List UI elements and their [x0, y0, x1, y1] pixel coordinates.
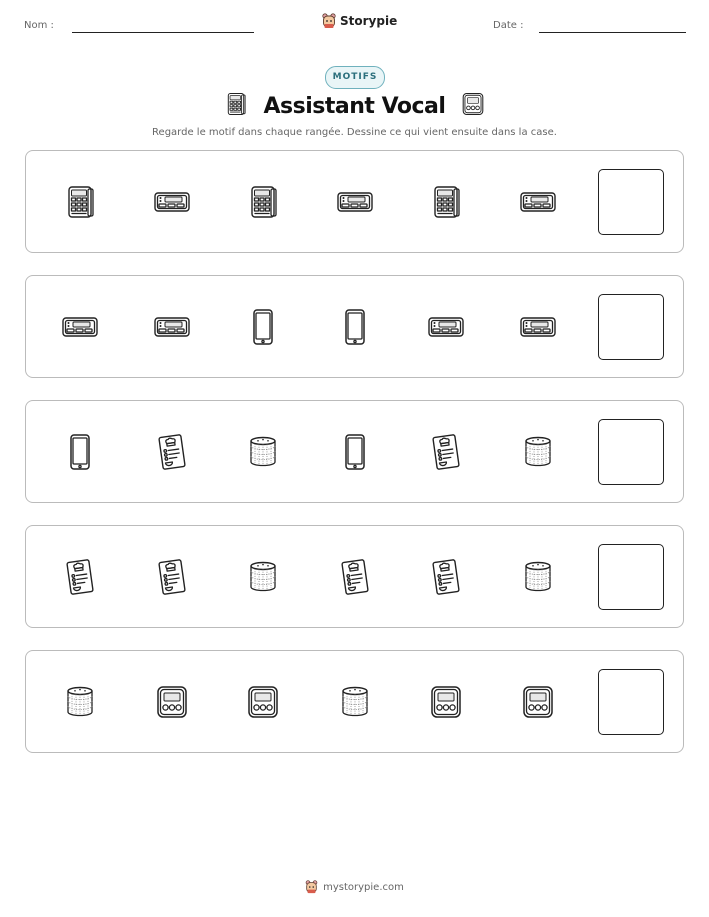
storypie-mascot-icon: [305, 880, 318, 894]
alarm-clock-icon: [518, 307, 558, 347]
smart-speaker-icon: [243, 557, 283, 597]
answer-box[interactable]: [598, 419, 664, 485]
recipe-card-icon: [335, 557, 375, 597]
smart-speaker-icon: [518, 557, 558, 597]
answer-box[interactable]: [598, 294, 664, 360]
intercom-icon: [426, 182, 466, 222]
timer-icon: [459, 90, 487, 122]
pattern-row: [25, 400, 684, 503]
recipe-card-icon: [152, 432, 192, 472]
alarm-clock-icon: [152, 182, 192, 222]
footer-url: mystorypie.com: [323, 881, 404, 893]
intercom-icon: [60, 182, 100, 222]
category-badge: MOTIFS: [325, 66, 385, 89]
instructions: Regarde le motif dans chaque rangée. Dessine ce qui vient ensuite dans la case.: [152, 127, 557, 138]
timer-icon: [243, 682, 283, 722]
alarm-clock-icon: [152, 307, 192, 347]
page-title: Assistant Vocal: [263, 93, 446, 119]
alarm-clock-icon: [335, 182, 375, 222]
smart-speaker-icon: [243, 432, 283, 472]
smart-speaker-icon: [60, 682, 100, 722]
brand-name: Storypie: [340, 14, 398, 28]
title-row: [0, 90, 709, 122]
smartphone-icon: [60, 432, 100, 472]
answer-box[interactable]: [598, 169, 664, 235]
smartphone-icon: [335, 432, 375, 472]
storypie-mascot-icon: [322, 13, 336, 29]
name-field[interactable]: [72, 32, 254, 33]
recipe-card-icon: [152, 557, 192, 597]
name-label: Nom :: [24, 20, 54, 31]
smartphone-icon: [335, 307, 375, 347]
footer: [0, 880, 709, 894]
alarm-clock-icon: [426, 307, 466, 347]
smart-speaker-icon: [518, 432, 558, 472]
answer-box[interactable]: [598, 669, 664, 735]
intercom-icon: [243, 182, 283, 222]
recipe-card-icon: [60, 557, 100, 597]
smart-speaker-icon: [335, 682, 375, 722]
alarm-clock-icon: [60, 307, 100, 347]
pattern-row: [25, 650, 684, 753]
timer-icon: [152, 682, 192, 722]
pattern-row: [25, 525, 684, 628]
alarm-clock-icon: [518, 182, 558, 222]
pattern-row: [25, 150, 684, 253]
recipe-card-icon: [426, 557, 466, 597]
brand-logo: [322, 13, 397, 29]
smartphone-icon: [243, 307, 283, 347]
recipe-card-icon: [426, 432, 466, 472]
pattern-row: [25, 275, 684, 378]
intercom-icon: [222, 90, 250, 122]
date-field[interactable]: [539, 32, 686, 33]
timer-icon: [426, 682, 466, 722]
date-label: Date :: [493, 20, 524, 31]
timer-icon: [518, 682, 558, 722]
answer-box[interactable]: [598, 544, 664, 610]
